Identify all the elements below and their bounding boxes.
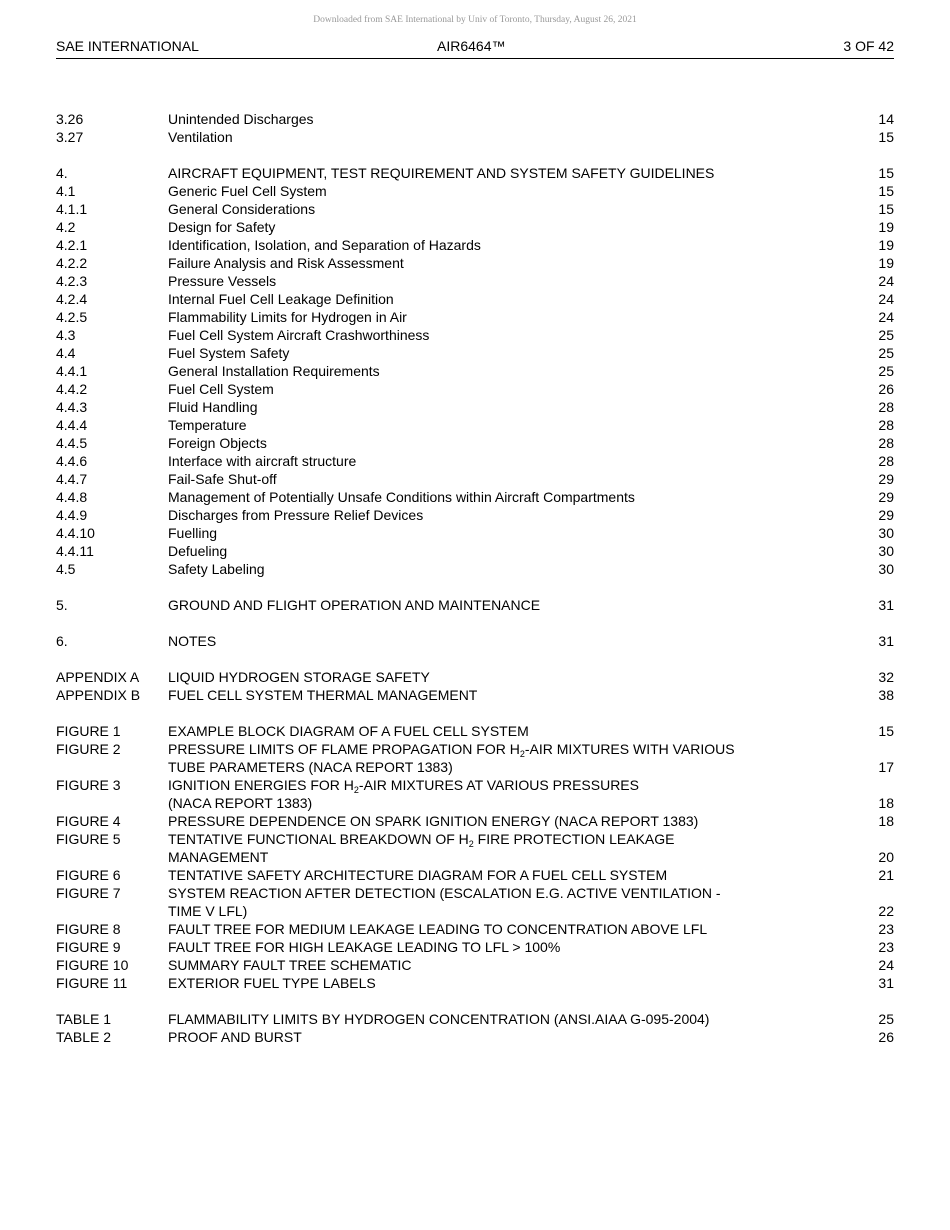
toc-number: 4.2.5 xyxy=(56,309,88,325)
toc-page: 19 xyxy=(878,255,894,271)
toc-number: 4.4.4 xyxy=(56,417,88,433)
header-org: SAE INTERNATIONAL xyxy=(56,38,199,54)
toc-title: Fluid Handling xyxy=(168,399,258,415)
toc-page: 21 xyxy=(878,867,894,883)
toc-entry-figure-8[interactable] xyxy=(56,920,894,938)
toc-title: FLAMMABILITY LIMITS BY HYDROGEN CONCENTRATION (ANSI.AIAA G-095-2004) xyxy=(168,1011,710,1027)
toc-entry-4-2-4[interactable] xyxy=(56,290,894,308)
toc-entry-4-4-4[interactable] xyxy=(56,416,894,434)
toc-title: Fail-Safe Shut-off xyxy=(168,471,277,487)
toc-entry-appendix-a[interactable] xyxy=(56,668,894,686)
toc-number: 4.4.2 xyxy=(56,381,88,397)
toc-entry-4-4-9[interactable] xyxy=(56,506,894,524)
toc-number: 3.27 xyxy=(56,129,84,145)
toc-title: LIQUID HYDROGEN STORAGE SAFETY xyxy=(168,669,430,685)
toc-entry-3-26[interactable] xyxy=(56,110,894,128)
toc-number: 4.4.1 xyxy=(56,363,88,379)
toc-page: 24 xyxy=(878,309,894,325)
toc-title: General Installation Requirements xyxy=(168,363,380,379)
toc-entry-4-1-1[interactable] xyxy=(56,200,894,218)
toc-number: 4.2.3 xyxy=(56,273,88,289)
table-of-contents xyxy=(56,110,894,1046)
toc-title: TIME V LFL) xyxy=(168,903,248,919)
toc-entry-4-4-8[interactable] xyxy=(56,488,894,506)
toc-entry-4-3[interactable] xyxy=(56,326,894,344)
toc-entry-4-4-2[interactable] xyxy=(56,380,894,398)
toc-page: 15 xyxy=(878,201,894,217)
header-page-number: 3 OF 42 xyxy=(843,38,894,54)
toc-title: Safety Labeling xyxy=(168,561,265,577)
toc-entry-4-2-3[interactable] xyxy=(56,272,894,290)
toc-title: Foreign Objects xyxy=(168,435,267,451)
toc-entry-figure-7[interactable] xyxy=(56,884,894,902)
toc-title: PROOF AND BURST xyxy=(168,1029,302,1045)
toc-page: 25 xyxy=(878,345,894,361)
toc-page: 15 xyxy=(878,129,894,145)
toc-page: 15 xyxy=(878,723,894,739)
toc-page: 31 xyxy=(878,975,894,991)
toc-entry-figure-11[interactable] xyxy=(56,974,894,992)
toc-entry-figure-1[interactable] xyxy=(56,722,894,740)
toc-number: FIGURE 10 xyxy=(56,957,129,973)
toc-number: 4.4.11 xyxy=(56,543,94,559)
toc-entry-4-4-7[interactable] xyxy=(56,470,894,488)
toc-page: 31 xyxy=(878,597,894,613)
toc-entry-table-1[interactable] xyxy=(56,1010,894,1028)
toc-page: 19 xyxy=(878,237,894,253)
toc-number: FIGURE 6 xyxy=(56,867,121,883)
toc-entry-figure-9[interactable] xyxy=(56,938,894,956)
toc-page: 18 xyxy=(878,795,894,811)
toc-page: 38 xyxy=(878,687,894,703)
toc-number: 4.4.5 xyxy=(56,435,88,451)
toc-title: PRESSURE LIMITS OF FLAME PROPAGATION FOR $H_2$-AIR MIXTURES WITH VARIOUS xyxy=(168,741,735,758)
toc-page: 24 xyxy=(878,957,894,973)
toc-number: 4.3 xyxy=(56,327,76,343)
toc-title: FUEL CELL SYSTEM THERMAL MANAGEMENT xyxy=(168,687,478,703)
toc-page: 30 xyxy=(878,543,894,559)
toc-number: 4.4.10 xyxy=(56,525,95,541)
toc-number: 4.4.9 xyxy=(56,507,88,523)
toc-entry-figure-4[interactable] xyxy=(56,812,894,830)
toc-entry-4-2-2[interactable] xyxy=(56,254,894,272)
toc-number: 4.4.8 xyxy=(56,489,88,505)
toc-title: TENTATIVE FUNCTIONAL BREAKDOWN OF $H_2$ FIRE PROTECTION LEAKAGE xyxy=(168,831,675,848)
toc-page: 17 xyxy=(878,759,894,775)
toc-title: IGNITION ENERGIES FOR $H_2$-AIR MIXTURES AT VARIOUS PRESSURES xyxy=(168,777,639,794)
toc-page: 24 xyxy=(878,273,894,289)
toc-title: Fuel Cell System xyxy=(168,381,274,397)
toc-entry-table-2[interactable] xyxy=(56,1028,894,1046)
toc-title: AIRCRAFT EQUIPMENT, TEST REQUIREMENT AND SYSTEM SAFETY GUIDELINES xyxy=(168,165,715,181)
toc-number: 3.26 xyxy=(56,111,84,127)
toc-number: 4.1 xyxy=(56,183,76,199)
toc-page: 24 xyxy=(878,291,894,307)
toc-entry-figure-5-cont[interactable] xyxy=(56,848,894,866)
toc-entry-5[interactable] xyxy=(56,596,894,614)
toc-entry-figure-10[interactable] xyxy=(56,956,894,974)
toc-entry-figure-6[interactable] xyxy=(56,866,894,884)
download-watermark: Downloaded from SAE International by Univ of Toronto, Thursday, August 26, 2021 xyxy=(313,15,637,25)
toc-title: Flammability Limits for Hydrogen in Air xyxy=(168,309,407,325)
toc-title: NOTES xyxy=(168,633,217,649)
toc-page: 29 xyxy=(878,489,894,505)
toc-entry-appendix-b[interactable] xyxy=(56,686,894,704)
toc-page: 32 xyxy=(878,669,894,685)
toc-title: Temperature xyxy=(168,417,247,433)
toc-entry-figure-3-cont[interactable] xyxy=(56,794,894,812)
toc-number: FIGURE 4 xyxy=(56,813,121,829)
toc-title: EXTERIOR FUEL TYPE LABELS xyxy=(168,975,376,991)
toc-entry-4-2[interactable] xyxy=(56,218,894,236)
toc-title: Ventilation xyxy=(168,129,233,145)
page-header xyxy=(56,38,894,59)
toc-number: 4.5 xyxy=(56,561,76,577)
toc-title: Internal Fuel Cell Leakage Definition xyxy=(168,291,394,307)
toc-entry-3-27[interactable] xyxy=(56,128,894,146)
toc-page: 26 xyxy=(878,1029,894,1045)
toc-title: MANAGEMENT xyxy=(168,849,269,865)
toc-title: Defueling xyxy=(168,543,228,559)
toc-page: 30 xyxy=(878,561,894,577)
toc-title: Generic Fuel Cell System xyxy=(168,183,327,199)
toc-entry-4-5[interactable] xyxy=(56,560,894,578)
toc-title: (NACA REPORT 1383) xyxy=(168,795,313,811)
toc-entry-4-2-1[interactable] xyxy=(56,236,894,254)
toc-title: Fuel System Safety xyxy=(168,345,290,361)
toc-title: TENTATIVE SAFETY ARCHITECTURE DIAGRAM FOR A FUEL CELL SYSTEM xyxy=(168,867,668,883)
toc-title: GROUND AND FLIGHT OPERATION AND MAINTENANCE xyxy=(168,597,541,613)
toc-title: FAULT TREE FOR HIGH LEAKAGE LEADING TO LFL > 100% xyxy=(168,939,561,955)
toc-number: FIGURE 11 xyxy=(56,975,128,991)
toc-number: TABLE 2 xyxy=(56,1029,111,1045)
toc-title: SYSTEM REACTION AFTER DETECTION (ESCALATION E.G. ACTIVE VENTILATION - xyxy=(168,885,721,901)
toc-title: Management of Potentially Unsafe Conditions within Aircraft Compartments xyxy=(168,489,635,505)
toc-entry-4-4-10[interactable] xyxy=(56,524,894,542)
toc-number: 4.2.1 xyxy=(56,237,88,253)
toc-number: FIGURE 7 xyxy=(56,885,121,901)
toc-title: Fuel Cell System Aircraft Crashworthiness xyxy=(168,327,430,343)
toc-number: FIGURE 5 xyxy=(56,831,121,847)
toc-entry-figure-3[interactable] xyxy=(56,776,894,794)
toc-title: PRESSURE DEPENDENCE ON SPARK IGNITION ENERGY (NACA REPORT 1383) xyxy=(168,813,699,829)
toc-number: 4.4.3 xyxy=(56,399,88,415)
toc-number: 6. xyxy=(56,633,68,649)
toc-number: 4.2.2 xyxy=(56,255,88,271)
toc-number: 4.4.7 xyxy=(56,471,88,487)
toc-page: 22 xyxy=(878,903,894,919)
toc-number: 4.1.1 xyxy=(56,201,88,217)
toc-page: 26 xyxy=(878,381,894,397)
toc-page: 28 xyxy=(878,417,894,433)
toc-entry-figure-7-cont[interactable] xyxy=(56,902,894,920)
toc-entry-6[interactable] xyxy=(56,632,894,650)
toc-title: Pressure Vessels xyxy=(168,273,277,289)
toc-entry-figure-2[interactable] xyxy=(56,740,894,758)
toc-number: 4.4.6 xyxy=(56,453,88,469)
toc-page: 19 xyxy=(878,219,894,235)
toc-page: 25 xyxy=(878,363,894,379)
toc-page: 23 xyxy=(878,921,894,937)
toc-entry-4-1[interactable] xyxy=(56,182,894,200)
toc-title: TUBE PARAMETERS (NACA REPORT 1383) xyxy=(168,759,453,775)
toc-page: 29 xyxy=(878,471,894,487)
toc-number: 4.2.4 xyxy=(56,291,88,307)
toc-entry-4-4-5[interactable] xyxy=(56,434,894,452)
toc-page: 25 xyxy=(878,327,894,343)
toc-page: 20 xyxy=(878,849,894,865)
toc-number: FIGURE 3 xyxy=(56,777,121,793)
toc-page: 18 xyxy=(878,813,894,829)
toc-title: Discharges from Pressure Relief Devices xyxy=(168,507,424,523)
toc-number: 4.2 xyxy=(56,219,76,235)
toc-entry-4-4-1[interactable] xyxy=(56,362,894,380)
toc-title: SUMMARY FAULT TREE SCHEMATIC xyxy=(168,957,412,973)
header-doc-id: AIR6464™ xyxy=(437,38,506,54)
toc-number: FIGURE 9 xyxy=(56,939,121,955)
toc-entry-4-4-11[interactable] xyxy=(56,542,894,560)
toc-number: FIGURE 2 xyxy=(56,741,121,757)
toc-number: APPENDIX B xyxy=(56,687,141,703)
toc-title: Interface with aircraft structure xyxy=(168,453,357,469)
toc-page: 29 xyxy=(878,507,894,523)
toc-page: 28 xyxy=(878,453,894,469)
toc-title: Unintended Discharges xyxy=(168,111,314,127)
toc-entry-4-4-6[interactable] xyxy=(56,452,894,470)
toc-page: 30 xyxy=(878,525,894,541)
toc-page: 31 xyxy=(878,633,894,649)
toc-title: Design for Safety xyxy=(168,219,276,235)
toc-number: APPENDIX A xyxy=(56,669,140,685)
toc-number: 4.4 xyxy=(56,345,76,361)
toc-entry-figure-2-cont[interactable] xyxy=(56,758,894,776)
toc-page: 28 xyxy=(878,435,894,451)
toc-page: 28 xyxy=(878,399,894,415)
toc-number: TABLE 1 xyxy=(56,1011,111,1027)
toc-title: FAULT TREE FOR MEDIUM LEAKAGE LEADING TO CONCENTRATION ABOVE LFL xyxy=(168,921,708,937)
toc-title: EXAMPLE BLOCK DIAGRAM OF A FUEL CELL SYSTEM xyxy=(168,723,529,739)
toc-entry-4[interactable] xyxy=(56,164,894,182)
toc-entry-4-4[interactable] xyxy=(56,344,894,362)
toc-number: 5. xyxy=(56,597,68,613)
toc-entry-4-2-5[interactable] xyxy=(56,308,894,326)
toc-title: General Considerations xyxy=(168,201,316,217)
toc-page: 23 xyxy=(878,939,894,955)
toc-number: FIGURE 1 xyxy=(56,723,121,739)
toc-entry-4-4-3[interactable] xyxy=(56,398,894,416)
toc-number: FIGURE 8 xyxy=(56,921,121,937)
toc-page: 15 xyxy=(878,183,894,199)
toc-number: 4. xyxy=(56,165,68,181)
toc-title: Fuelling xyxy=(168,525,218,541)
toc-title: Identification, Isolation, and Separation of Hazards xyxy=(168,237,481,253)
toc-title: Failure Analysis and Risk Assessment xyxy=(168,255,404,271)
toc-page: 25 xyxy=(878,1011,894,1027)
toc-page: 15 xyxy=(878,165,894,181)
toc-entry-figure-5[interactable] xyxy=(56,830,894,848)
toc-page: 14 xyxy=(878,111,894,127)
